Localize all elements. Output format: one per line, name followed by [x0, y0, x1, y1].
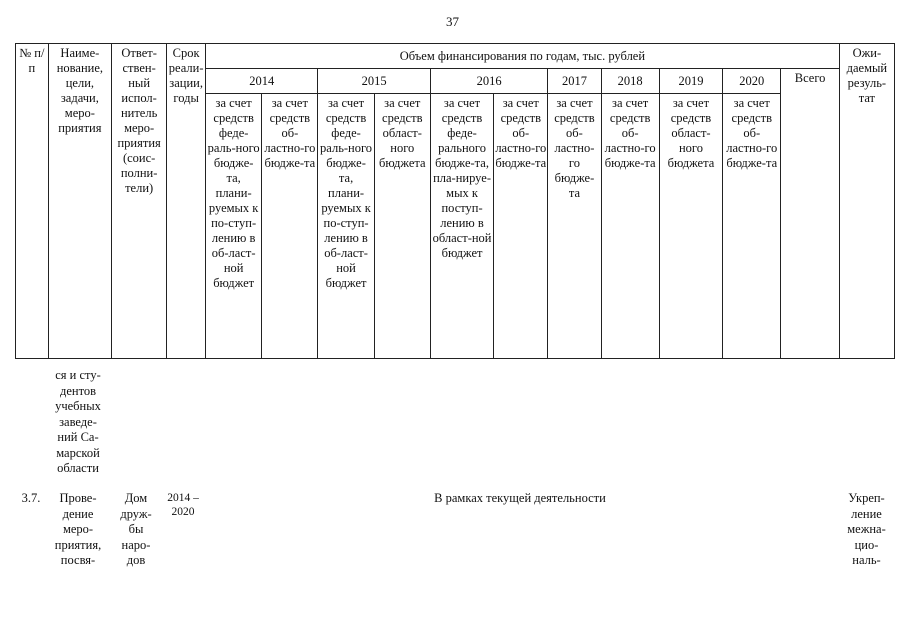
row-3-7-result-line: межна- — [847, 522, 886, 536]
header-executor: Ответ-ствен-ный испол-нитель меро-приятия (соис-полни-тели) — [112, 44, 167, 359]
row-3-7-num: 3.7. — [21, 491, 41, 505]
row-3-7-term-cell — [163, 491, 203, 519]
row-3-7-name-line: Прове- — [59, 491, 97, 505]
source-2018-regional: за счет средств об-ластно-го бюдже-та — [601, 94, 659, 359]
header-financing-title: Объем финансирования по годам, тыс. рублей — [206, 44, 840, 69]
continuation-name-cell — [47, 368, 109, 477]
row-3-7-executor-line: бы — [128, 522, 144, 536]
header-total: Всего — [781, 69, 839, 359]
row-3-7-name-line: меро- — [62, 522, 94, 536]
row-3-7-executor-line: Дом — [124, 491, 148, 505]
row-3-7-result-line: ление — [851, 506, 882, 521]
source-2016-regional: за счет средств об-ластно-го бюдже-та — [494, 94, 548, 359]
continuation-name-line: дентов — [59, 383, 97, 398]
source-2014-regional: за счет средств об-ластно-го бюдже-та — [262, 94, 318, 359]
header-num: № п/п — [16, 44, 49, 359]
row-3-7-result-line: Укреп- — [848, 491, 885, 505]
header-result: Ожи-даемый резуль-тат — [839, 44, 894, 359]
row-3-7-name-line: посвя- — [60, 553, 96, 567]
row-3-7-executor-line: друж- — [120, 506, 152, 521]
header-year-2015: 2015 — [318, 69, 430, 94]
page-number: 37 — [446, 14, 459, 29]
source-2015-regional: за счет средств област-ного бюджета — [374, 94, 430, 359]
continuation-name-line: области — [57, 461, 99, 475]
row-3-7-executor-line: дов — [126, 553, 146, 567]
source-2019-regional: за счет средств област-ного бюджета — [659, 94, 722, 359]
row-3-7-name-line: дение — [62, 506, 94, 521]
header-year-2020: 2020 — [723, 69, 781, 94]
row-3-7-name-line: приятия, — [54, 537, 102, 552]
row-3-7-financing: В рамках текущей деятельности — [434, 491, 606, 505]
row-3-7-result-line: цио- — [854, 537, 879, 552]
row-3-7-result-line: наль- — [852, 553, 881, 567]
row-3-7-name-cell — [47, 491, 109, 569]
continuation-name-line: марской — [56, 445, 100, 460]
row-3-7-executor-line: наро- — [121, 537, 151, 552]
source-2015-federal: за счет средств феде-раль-ного бюдже-та, плани-руемых к по-ступ-лению в об-ласт-ной бюджет — [318, 94, 374, 359]
header-term: Срок реали-зации, годы — [167, 44, 206, 359]
continuation-name-line: учебных — [55, 399, 101, 413]
continuation-name-line: ся и сту- — [55, 368, 101, 382]
source-2016-federal: за счет средств феде-рального бюдже-та, пла-нируе-мых к поступ-лению в област-ной бюджет — [430, 94, 493, 359]
source-2014-federal: за счет средств феде-раль-ного бюдже-та, плани-руемых к по-ступ-лению в об-ласт-ной бюджет — [206, 94, 262, 359]
header-year-2019: 2019 — [659, 69, 722, 94]
header-year-2014: 2014 — [206, 69, 318, 94]
source-2020-regional: за счет средств об-ластно-го бюдже-та — [723, 94, 781, 359]
source-2017-regional: за счет средств об-ластно-го бюдже-та — [548, 94, 601, 359]
header-name: Наиме-нование, цели, задачи, меро-приятия — [48, 44, 111, 359]
continuation-name-line: ний Са- — [57, 430, 99, 444]
row-3-7-term-line: 2014 – — [167, 492, 199, 504]
row-3-7-executor-cell — [109, 491, 163, 569]
row-3-7-result-cell — [838, 491, 895, 569]
header-year-2016: 2016 — [430, 69, 548, 94]
continuation-name-line: заведе- — [59, 414, 97, 429]
header-year-2018: 2018 — [601, 69, 659, 94]
header-year-2017: 2017 — [548, 69, 601, 94]
row-3-7-term-line: 2020 — [171, 506, 195, 518]
